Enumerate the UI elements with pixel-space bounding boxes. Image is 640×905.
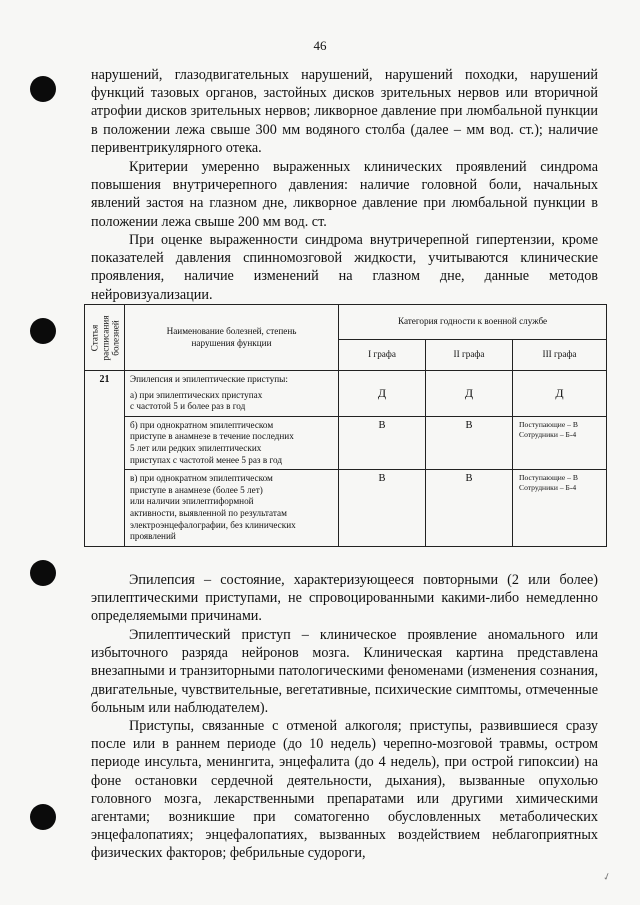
row-b-description [125, 416, 339, 469]
row-b-column-2: В [426, 416, 513, 469]
row-c-column-3: Поступающие – В Сотрудники – Б-4 [513, 470, 607, 547]
binder-hole [30, 318, 56, 344]
article-number: 21 [85, 371, 125, 547]
header-article-label: Статья расписания болезней [88, 315, 120, 360]
desc-line: проявлений [130, 531, 176, 542]
header-category-group: Категория годности к военной службе [339, 305, 607, 340]
binder-hole [30, 560, 56, 586]
paragraph-moderate-criteria: Критерии умеренно выраженных клинических проявлений синдрома повышения внутричерепного давления: наличие головной боли, начальных явлений застоя на глазном дне, ликворное давление при люмбальной пункции в положении лежа свыше 200 мм вод. ст. [91, 159, 598, 230]
row-a-description [125, 371, 339, 417]
row-c-description [125, 470, 339, 547]
table-header-row [85, 305, 607, 340]
desc-line: приступе в анамнезе в течение последних [130, 431, 294, 442]
row-a-column-2: Д [426, 371, 513, 417]
row-c-column-1: В [339, 470, 426, 547]
header-article-column [85, 305, 125, 371]
desc-line: активности, выявленной по результатам [130, 507, 287, 518]
desc-line: электроэнцефалографии, без клинических [130, 519, 296, 530]
desc-line: б) при однократном эпилептическом [130, 419, 274, 430]
row-b-column-1: В [339, 416, 426, 469]
desc-line: приступах с частотой менее 5 раз в год [130, 454, 283, 465]
desc-line: приступе в анамнезе (более 5 лет) [130, 484, 263, 495]
table-title: Эпилепсия и эпилептические приступы: [130, 374, 288, 384]
row-a-column-3: Д [513, 371, 607, 417]
desc-line: 5 лет или редких эпилептических [130, 442, 262, 453]
row-b-column-3: Поступающие – В Сотрудники – Б-4 [513, 416, 607, 469]
header-disease-name: Наименование болезней, степень нарушения функции [125, 305, 339, 371]
desc-line: с частотой 5 и более раз в год [130, 401, 246, 412]
binder-hole [30, 76, 56, 102]
row-a-column-1: Д [339, 371, 426, 417]
scan-mark: ✓ [601, 870, 613, 885]
binder-hole [30, 804, 56, 830]
paragraph-continuation: нарушений, глазодвигательных нарушений, нарушений походки, нарушений функций тазовых органов, застойных дисков зрительных нервов или вторичной атрофии дисков зрительных нервов; ликворное давление при люмбальной пункции в положении лежа свыше 300 мм водяного столба (далее – мм вод. ст.); наличие перивентрикулярного отека. [91, 67, 598, 156]
header-column-3: III графа [513, 340, 607, 371]
fitness-category-table [84, 304, 607, 547]
table-row [85, 470, 607, 547]
header-column-2: II графа [426, 340, 513, 371]
table-row [85, 371, 607, 417]
page-number: 46 [313, 38, 327, 53]
paragraph-assessment: При оценке выраженности синдрома внутричерепной гипертензии, кроме показателей давления спинномозговой жидкости, учитываются клинические проявления, наличие изменений на глазном дне, данные методов нейровизуализации. [91, 232, 598, 303]
paragraph-seizure-definition: Эпилептический приступ – клиническое проявление аномального или избыточного разряда нейронов мозга. Клиническая картина представлена внезапными и транзиторными патологическими феноменами (изменения сознания, двигательные, чувствительные, вегетативные, психические симптомы, отмеченные больным или наблюдателем). [91, 627, 598, 716]
desc-line: в) при однократном эпилептическом [130, 473, 273, 484]
header-column-1: I графа [339, 340, 426, 371]
paragraph-epilepsy-definition: Эпилепсия – состояние, характеризующееся повторными (2 или более) эпилептическими приступами, не спровоцированными какими-либо немедленно определяемыми причинами. [91, 572, 598, 625]
desc-line: или наличии эпилептиформной [130, 496, 254, 507]
row-c-column-2: В [426, 470, 513, 547]
paragraph-provoked-seizures: Приступы, связанные с отменой алкоголя; приступы, развившиеся сразу после или в раннем периоде (до 10 недель) черепно-мозговой травмы, остром периоде инсульта, менингита, энцефалита (до 4 недель), при острой гипоксии) на фоне остановки сердечной деятельности, дыхания), вызванные опухолью головного мозга, лекарственными препаратами или другими химическими агентами; возникшие при соматогенно обусловленных метаболических энцефалопатиях; энцефалопатиях, вызванных воздействием неблагоприятных физических факторов; фебрильные судороги, [91, 718, 598, 862]
table-row [85, 416, 607, 469]
desc-line: а) при эпилептических приступах [130, 389, 263, 400]
